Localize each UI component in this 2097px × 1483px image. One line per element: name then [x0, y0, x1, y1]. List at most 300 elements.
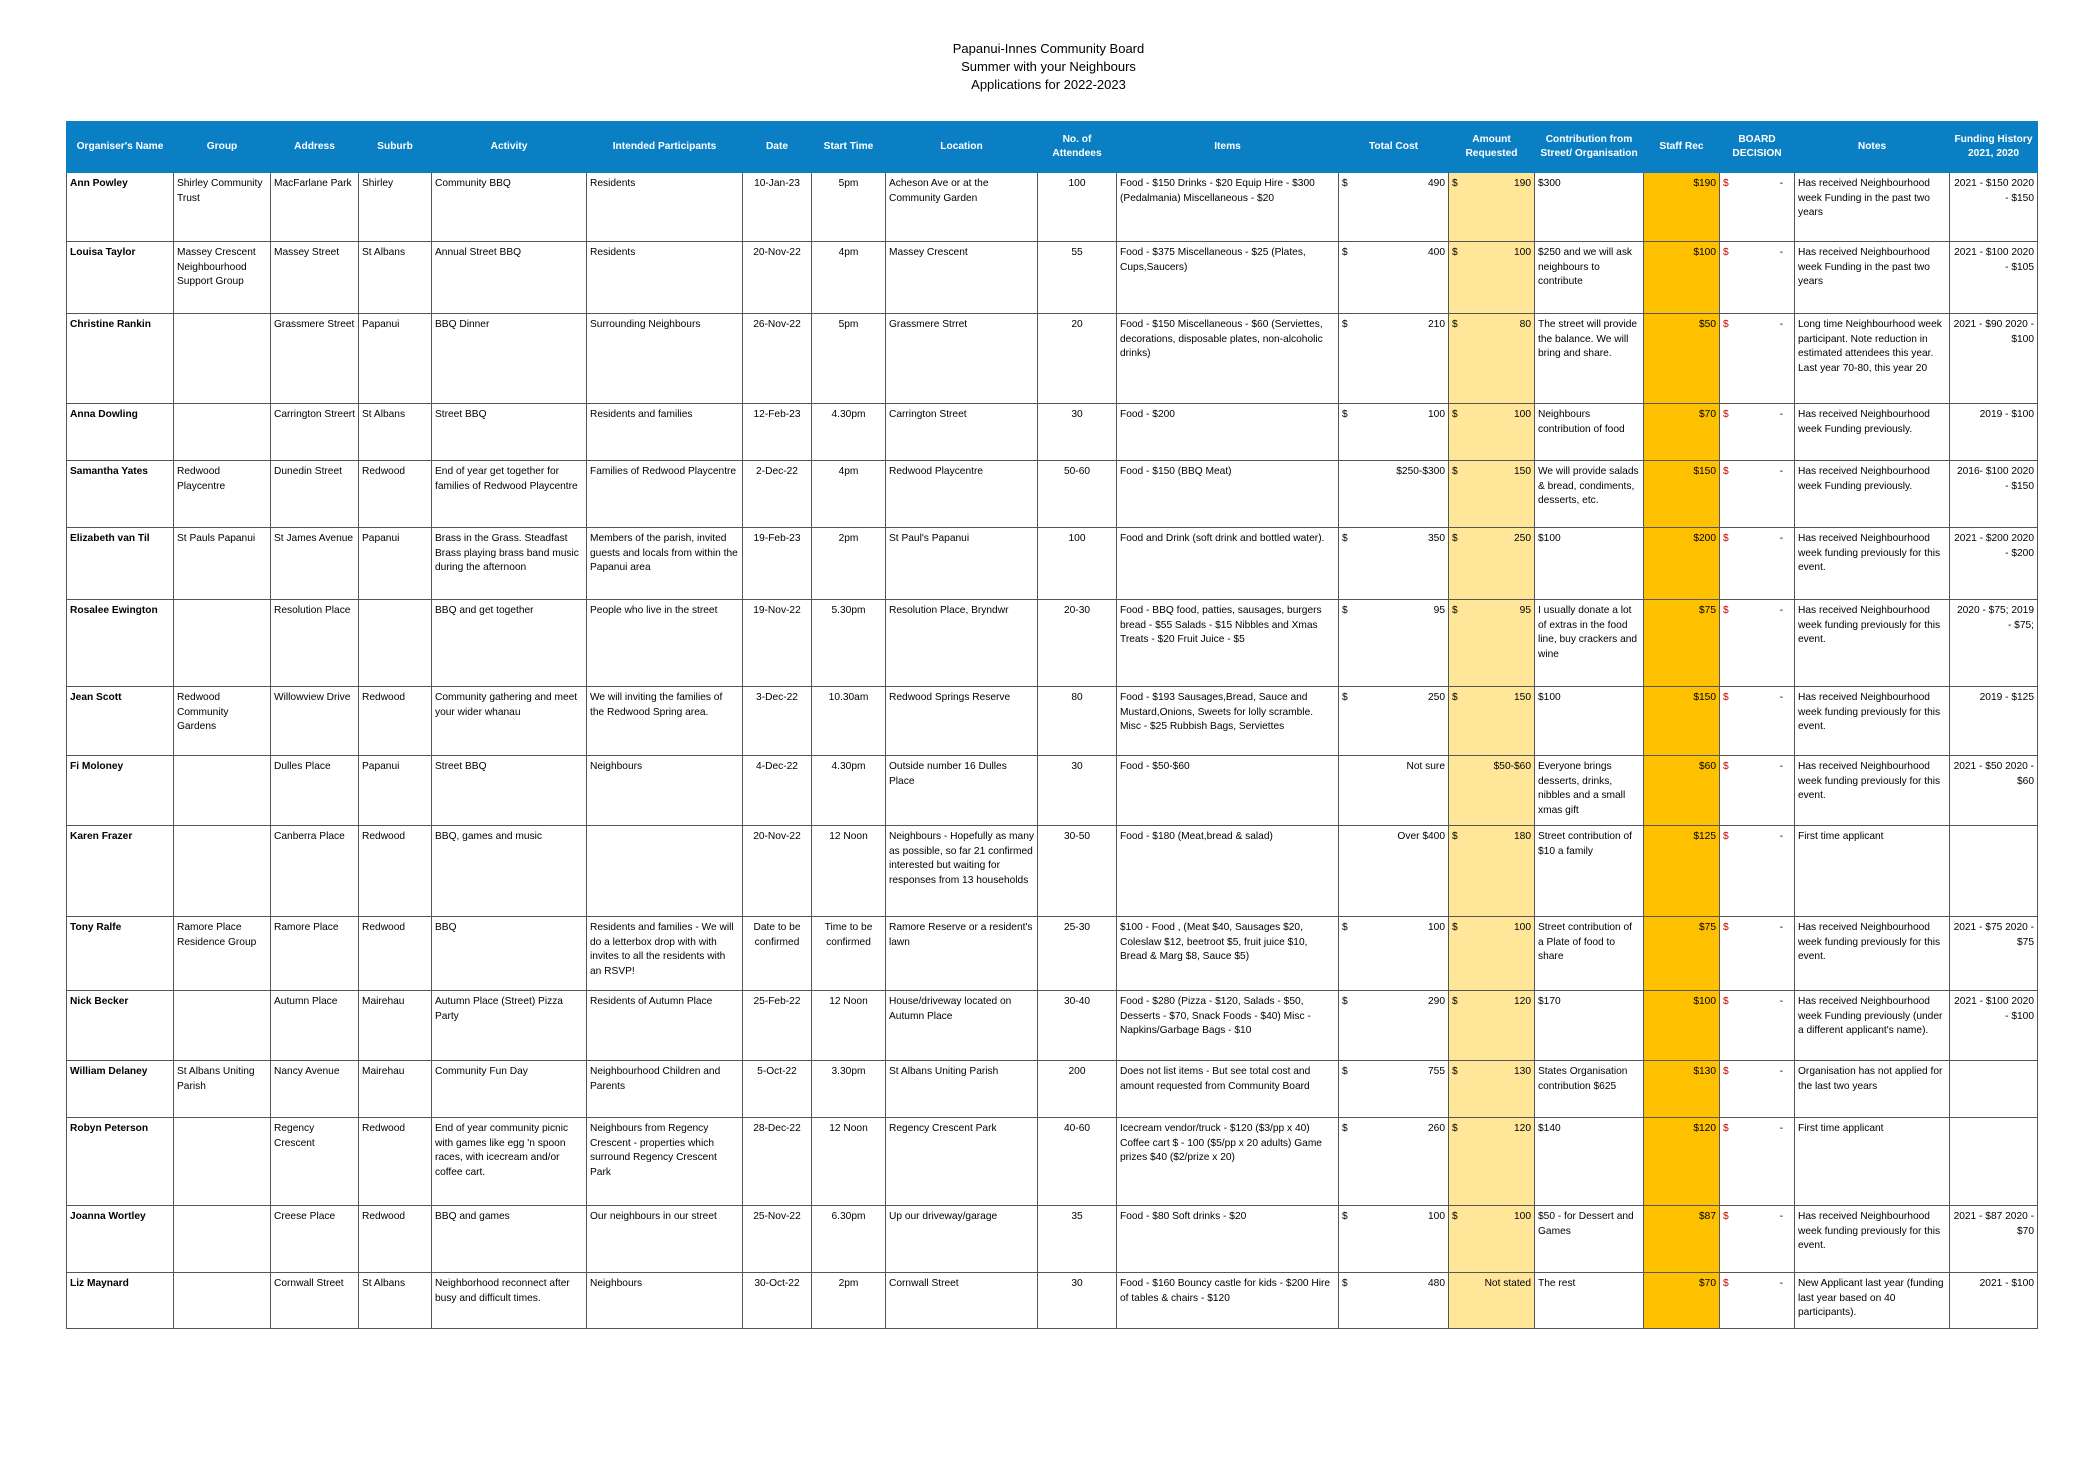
column-header: Location	[886, 122, 1038, 173]
amount-requested-value	[1452, 1122, 1531, 1137]
contribution-cell: Everyone brings desserts, drinks, nibbles and a small xmas gift	[1535, 756, 1644, 826]
total-cost-cell	[1339, 242, 1449, 314]
activity-cell: BBQ and games	[432, 1206, 587, 1273]
contribution-cell: Street contribution of a Plate of food to share	[1535, 917, 1644, 991]
activity-cell: BBQ Dinner	[432, 314, 587, 404]
currency-symbol: $	[1723, 692, 1729, 703]
total-cost-cell	[1339, 600, 1449, 687]
organiser-name-cell: Liz Maynard	[67, 1273, 174, 1329]
start-time-cell: Time to be confirmed	[812, 917, 886, 991]
amount-requested-cell	[1449, 1206, 1535, 1273]
total-cost-amount: 290	[1428, 996, 1445, 1007]
total-cost-amount: Not sure	[1406, 761, 1445, 772]
date-cell: 25-Nov-22	[743, 1206, 812, 1273]
location-cell: House/driveway located on Autumn Place	[886, 991, 1038, 1061]
amount-requested-value	[1452, 177, 1531, 192]
currency-symbol: $	[1342, 922, 1348, 933]
contribution-cell: $50 - for Dessert and Games	[1535, 1206, 1644, 1273]
participants-cell: Residents and families - We will do a letterbox drop with with invites to all the residents with an RSVP!	[587, 917, 743, 991]
amount-requested-value	[1452, 1210, 1531, 1225]
location-cell: Carrington Street	[886, 404, 1038, 461]
currency-symbol: $	[1342, 319, 1348, 330]
location-cell: Massey Crescent	[886, 242, 1038, 314]
location-cell: St Paul's Papanui	[886, 528, 1038, 600]
address-cell: Massey Street	[271, 242, 359, 314]
suburb-cell: Papanui	[359, 528, 432, 600]
amount-requested-cell	[1449, 242, 1535, 314]
suburb-cell: Redwood	[359, 826, 432, 917]
total-cost-value	[1342, 408, 1445, 423]
address-cell: Dulles Place	[271, 756, 359, 826]
board-decision-cell	[1720, 528, 1795, 600]
board-decision-amount: -	[1779, 466, 1783, 477]
currency-symbol: $	[1452, 409, 1458, 420]
funding-history-cell: 2020 - $75; 2019 - $75;	[1950, 600, 2038, 687]
amount-requested-cell	[1449, 1118, 1535, 1206]
total-cost-amount: $250-$300	[1396, 466, 1445, 477]
staff-rec-cell: $60	[1644, 756, 1720, 826]
attendees-cell: 30	[1038, 1273, 1117, 1329]
amount-requested-value	[1452, 246, 1531, 261]
date-cell: 20-Nov-22	[743, 826, 812, 917]
currency-symbol: $	[1342, 996, 1348, 1007]
staff-rec-cell: $125	[1644, 826, 1720, 917]
staff-rec-cell: $87	[1644, 1206, 1720, 1273]
start-time-cell: 4.30pm	[812, 404, 886, 461]
staff-rec-cell: $70	[1644, 404, 1720, 461]
currency-symbol: $	[1342, 1066, 1348, 1077]
contribution-cell: The rest	[1535, 1273, 1644, 1329]
group-cell: Redwood Community Gardens	[174, 687, 271, 756]
participants-cell: Residents of Autumn Place	[587, 991, 743, 1061]
activity-cell: BBQ, games and music	[432, 826, 587, 917]
board-decision-cell	[1720, 1118, 1795, 1206]
attendees-cell: 20	[1038, 314, 1117, 404]
currency-symbol: $	[1452, 692, 1458, 703]
amount-requested-cell	[1449, 461, 1535, 528]
participants-cell: Families of Redwood Playcentre	[587, 461, 743, 528]
staff-rec-cell: $75	[1644, 600, 1720, 687]
board-decision-value	[1723, 1122, 1791, 1137]
currency-symbol: $	[1723, 1278, 1729, 1289]
notes-cell: Organisation has not applied for the last two years	[1795, 1061, 1950, 1118]
group-cell: Shirley Community Trust	[174, 173, 271, 242]
currency-symbol: $	[1342, 605, 1348, 616]
contribution-cell: Neighbours contribution of food	[1535, 404, 1644, 461]
amount-requested-amount: 180	[1514, 831, 1531, 842]
notes-cell: First time applicant	[1795, 1118, 1950, 1206]
board-decision-amount: -	[1779, 761, 1783, 772]
funding-history-cell: 2021 - $50 2020 - $60	[1950, 756, 2038, 826]
currency-symbol: $	[1723, 409, 1729, 420]
total-cost-amount: 250	[1428, 692, 1445, 703]
total-cost-amount: 100	[1428, 409, 1445, 420]
board-decision-amount: -	[1779, 831, 1783, 842]
column-header: No. of Attendees	[1038, 122, 1117, 173]
table-row	[67, 173, 2038, 242]
contribution-cell: $100	[1535, 528, 1644, 600]
currency-symbol: $	[1452, 922, 1458, 933]
date-cell: 5-Oct-22	[743, 1061, 812, 1118]
address-cell: Canberra Place	[271, 826, 359, 917]
participants-cell	[587, 826, 743, 917]
board-decision-value	[1723, 760, 1791, 775]
address-cell: Regency Crescent	[271, 1118, 359, 1206]
amount-requested-amount: 100	[1514, 247, 1531, 258]
total-cost-value	[1342, 1277, 1445, 1292]
address-cell: Nancy Avenue	[271, 1061, 359, 1118]
column-header: Staff Rec	[1644, 122, 1720, 173]
group-cell	[174, 826, 271, 917]
board-decision-value	[1723, 830, 1791, 845]
total-cost-cell	[1339, 1273, 1449, 1329]
table-row	[67, 991, 2038, 1061]
notes-cell: Has received Neighbourhood week funding previously for this event.	[1795, 528, 1950, 600]
board-decision-value	[1723, 1065, 1791, 1080]
column-header: Date	[743, 122, 812, 173]
funding-history-cell	[1950, 1061, 2038, 1118]
board-decision-value	[1723, 921, 1791, 936]
board-decision-cell	[1720, 826, 1795, 917]
attendees-cell: 40-60	[1038, 1118, 1117, 1206]
currency-symbol: $	[1723, 247, 1729, 258]
column-header: Intended Participants	[587, 122, 743, 173]
attendees-cell: 100	[1038, 528, 1117, 600]
board-decision-cell	[1720, 314, 1795, 404]
location-cell: Redwood Playcentre	[886, 461, 1038, 528]
amount-requested-amount: 120	[1514, 1123, 1531, 1134]
group-cell	[174, 1206, 271, 1273]
funding-history-cell	[1950, 826, 2038, 917]
suburb-cell: St Albans	[359, 1273, 432, 1329]
activity-cell: Autumn Place (Street) Pizza Party	[432, 991, 587, 1061]
amount-requested-amount: 100	[1514, 409, 1531, 420]
funding-history-cell: 2021 - $87 2020 - $70	[1950, 1206, 2038, 1273]
start-time-cell: 12 Noon	[812, 1118, 886, 1206]
table-row	[67, 1061, 2038, 1118]
total-cost-amount: 100	[1428, 1211, 1445, 1222]
table-row	[67, 528, 2038, 600]
attendees-cell: 30-50	[1038, 826, 1117, 917]
board-decision-amount: -	[1779, 1123, 1783, 1134]
staff-rec-cell: $100	[1644, 242, 1720, 314]
start-time-cell: 5pm	[812, 314, 886, 404]
date-cell: 10-Jan-23	[743, 173, 812, 242]
amount-requested-amount: 150	[1514, 692, 1531, 703]
total-cost-cell	[1339, 461, 1449, 528]
location-cell: Redwood Springs Reserve	[886, 687, 1038, 756]
currency-symbol: $	[1723, 761, 1729, 772]
staff-rec-cell: $120	[1644, 1118, 1720, 1206]
amount-requested-cell	[1449, 826, 1535, 917]
total-cost-amount: Over $400	[1397, 831, 1445, 842]
participants-cell: Our neighbours in our street	[587, 1206, 743, 1273]
currency-symbol: $	[1723, 1066, 1729, 1077]
date-cell: 19-Feb-23	[743, 528, 812, 600]
board-decision-amount: -	[1779, 1211, 1783, 1222]
address-cell: Autumn Place	[271, 991, 359, 1061]
organiser-name-cell: Elizabeth van Til	[67, 528, 174, 600]
address-cell: Carrington Streert	[271, 404, 359, 461]
participants-cell: Residents	[587, 173, 743, 242]
table-body	[67, 173, 2038, 1329]
location-cell: Ramore Reserve or a resident's lawn	[886, 917, 1038, 991]
total-cost-amount: 480	[1428, 1278, 1445, 1289]
date-cell: 3-Dec-22	[743, 687, 812, 756]
table-row	[67, 461, 2038, 528]
start-time-cell: 4.30pm	[812, 756, 886, 826]
column-header: Group	[174, 122, 271, 173]
currency-symbol: $	[1452, 178, 1458, 189]
group-cell	[174, 314, 271, 404]
total-cost-value	[1342, 318, 1445, 333]
table-row	[67, 826, 2038, 917]
amount-requested-value	[1452, 318, 1531, 333]
amount-requested-value	[1452, 921, 1531, 936]
staff-rec-cell: $150	[1644, 687, 1720, 756]
board-decision-cell	[1720, 687, 1795, 756]
report-title	[0, 40, 2097, 94]
date-cell: 19-Nov-22	[743, 600, 812, 687]
participants-cell: Neighbours	[587, 756, 743, 826]
funding-history-cell: 2021 - $100	[1950, 1273, 2038, 1329]
funding-history-cell: 2019 - $100	[1950, 404, 2038, 461]
participants-cell: People who live in the street	[587, 600, 743, 687]
board-decision-amount: -	[1779, 1066, 1783, 1077]
board-decision-amount: -	[1779, 319, 1783, 330]
amount-requested-value	[1452, 995, 1531, 1010]
date-cell: 20-Nov-22	[743, 242, 812, 314]
currency-symbol: $	[1723, 466, 1729, 477]
total-cost-value	[1342, 921, 1445, 936]
total-cost-cell	[1339, 1061, 1449, 1118]
organiser-name-cell: Robyn Peterson	[67, 1118, 174, 1206]
notes-cell: Has received Neighbourhood week funding previously for this event.	[1795, 917, 1950, 991]
suburb-cell: St Albans	[359, 242, 432, 314]
group-cell: St Albans Uniting Parish	[174, 1061, 271, 1118]
currency-symbol: $	[1342, 533, 1348, 544]
total-cost-cell	[1339, 826, 1449, 917]
total-cost-cell	[1339, 687, 1449, 756]
board-decision-value	[1723, 1210, 1791, 1225]
date-cell: 28-Dec-22	[743, 1118, 812, 1206]
total-cost-value	[1342, 691, 1445, 706]
activity-cell: Annual Street BBQ	[432, 242, 587, 314]
start-time-cell: 5pm	[812, 173, 886, 242]
total-cost-amount: 100	[1428, 922, 1445, 933]
currency-symbol: $	[1452, 996, 1458, 1007]
total-cost-value	[1342, 177, 1445, 192]
group-cell	[174, 991, 271, 1061]
board-decision-amount: -	[1779, 409, 1783, 420]
amount-requested-cell	[1449, 917, 1535, 991]
amount-requested-cell	[1449, 528, 1535, 600]
activity-cell: Neighborhood reconnect after busy and difficult times.	[432, 1273, 587, 1329]
board-decision-cell	[1720, 404, 1795, 461]
table-row	[67, 1118, 2038, 1206]
total-cost-amount: 260	[1428, 1123, 1445, 1134]
notes-cell: Long time Neighbourhood week participant. Note reduction in estimated attendees this year. Last year 70-80, this year 20	[1795, 314, 1950, 404]
board-decision-value	[1723, 408, 1791, 423]
column-header: Amount Requested	[1449, 122, 1535, 173]
board-decision-cell	[1720, 991, 1795, 1061]
organiser-name-cell: Tony Ralfe	[67, 917, 174, 991]
applications-table	[66, 121, 2038, 1329]
total-cost-cell	[1339, 1118, 1449, 1206]
organiser-name-cell: Ann Powley	[67, 173, 174, 242]
board-decision-value	[1723, 177, 1791, 192]
attendees-cell: 25-30	[1038, 917, 1117, 991]
staff-rec-cell: $130	[1644, 1061, 1720, 1118]
suburb-cell: Mairehau	[359, 991, 432, 1061]
column-header: Items	[1117, 122, 1339, 173]
total-cost-amount: 350	[1428, 533, 1445, 544]
amount-requested-cell	[1449, 1273, 1535, 1329]
address-cell: Ramore Place	[271, 917, 359, 991]
group-cell	[174, 1273, 271, 1329]
location-cell: Acheson Ave or at the Community Garden	[886, 173, 1038, 242]
contribution-cell: $300	[1535, 173, 1644, 242]
board-decision-value	[1723, 318, 1791, 333]
contribution-cell: $250 and we will ask neighbours to contribute	[1535, 242, 1644, 314]
title-line-3: Applications for 2022-2023	[971, 77, 1126, 92]
table-row	[67, 917, 2038, 991]
address-cell: Resolution Place	[271, 600, 359, 687]
start-time-cell: 5.30pm	[812, 600, 886, 687]
items-cell: Food and Drink (soft drink and bottled water).	[1117, 528, 1339, 600]
amount-requested-value	[1452, 830, 1531, 845]
table-row	[67, 1206, 2038, 1273]
organiser-name-cell: Louisa Taylor	[67, 242, 174, 314]
currency-symbol: $	[1452, 319, 1458, 330]
total-cost-value	[1342, 1122, 1445, 1137]
notes-cell: Has received Neighbourhood week Funding previously.	[1795, 404, 1950, 461]
currency-symbol: $	[1723, 1211, 1729, 1222]
organiser-name-cell: Anna Dowling	[67, 404, 174, 461]
group-cell: Ramore Place Residence Group	[174, 917, 271, 991]
staff-rec-cell: $50	[1644, 314, 1720, 404]
amount-requested-cell	[1449, 600, 1535, 687]
total-cost-cell	[1339, 991, 1449, 1061]
group-cell	[174, 756, 271, 826]
board-decision-amount: -	[1779, 533, 1783, 544]
date-cell: 25-Feb-22	[743, 991, 812, 1061]
activity-cell: Street BBQ	[432, 756, 587, 826]
currency-symbol: $	[1452, 605, 1458, 616]
amount-requested-amount: 250	[1514, 533, 1531, 544]
currency-symbol: $	[1723, 605, 1729, 616]
currency-symbol: $	[1723, 319, 1729, 330]
staff-rec-cell: $75	[1644, 917, 1720, 991]
start-time-cell: 4pm	[812, 461, 886, 528]
amount-requested-cell	[1449, 687, 1535, 756]
location-cell: Grassmere Strret	[886, 314, 1038, 404]
total-cost-value	[1342, 532, 1445, 547]
amount-requested-amount: 100	[1514, 922, 1531, 933]
date-cell: 12-Feb-23	[743, 404, 812, 461]
activity-cell: BBQ and get together	[432, 600, 587, 687]
total-cost-cell	[1339, 528, 1449, 600]
attendees-cell: 30-40	[1038, 991, 1117, 1061]
board-decision-cell	[1720, 461, 1795, 528]
address-cell: Cornwall Street	[271, 1273, 359, 1329]
table-row	[67, 600, 2038, 687]
organiser-name-cell: William Delaney	[67, 1061, 174, 1118]
location-cell: Resolution Place, Bryndwr	[886, 600, 1038, 687]
attendees-cell: 20-30	[1038, 600, 1117, 687]
date-cell: 4-Dec-22	[743, 756, 812, 826]
column-header: Start Time	[812, 122, 886, 173]
organiser-name-cell: Rosalee Ewington	[67, 600, 174, 687]
total-cost-value	[1342, 246, 1445, 261]
activity-cell: Community Fun Day	[432, 1061, 587, 1118]
board-decision-cell	[1720, 917, 1795, 991]
board-decision-cell	[1720, 756, 1795, 826]
suburb-cell: Redwood	[359, 1206, 432, 1273]
board-decision-amount: -	[1779, 922, 1783, 933]
board-decision-amount: -	[1779, 178, 1783, 189]
title-line-1: Papanui-Innes Community Board	[952, 41, 1145, 56]
items-cell: Food - $160 Bouncy castle for kids - $200 Hire of tables & chairs - $120	[1117, 1273, 1339, 1329]
location-cell: Regency Crescent Park	[886, 1118, 1038, 1206]
notes-cell: New Applicant last year (funding last year based on 40 participants).	[1795, 1273, 1950, 1329]
activity-cell: Brass in the Grass. Steadfast Brass playing brass band music during the afternoon	[432, 528, 587, 600]
address-cell: St James Avenue	[271, 528, 359, 600]
table-row	[67, 314, 2038, 404]
suburb-cell: Shirley	[359, 173, 432, 242]
board-decision-amount: -	[1779, 692, 1783, 703]
table-row	[67, 242, 2038, 314]
suburb-cell: Papanui	[359, 314, 432, 404]
activity-cell: End of year get together for families of Redwood Playcentre	[432, 461, 587, 528]
location-cell: St Albans Uniting Parish	[886, 1061, 1038, 1118]
total-cost-amount: 400	[1428, 247, 1445, 258]
start-time-cell: 3.30pm	[812, 1061, 886, 1118]
total-cost-cell	[1339, 1206, 1449, 1273]
contribution-cell: I usually donate a lot of extras in the food line, buy crackers and wine	[1535, 600, 1644, 687]
organiser-name-cell: Christine Rankin	[67, 314, 174, 404]
address-cell: Dunedin Street	[271, 461, 359, 528]
attendees-cell: 30	[1038, 756, 1117, 826]
items-cell: Food - $280 (Pizza - $120, Salads - $50, Desserts - $70, Snack Foods - $40) Misc - Napkins/Garbage Bags - $10	[1117, 991, 1339, 1061]
contribution-cell: The street will provide the balance. We will bring and share.	[1535, 314, 1644, 404]
suburb-cell	[359, 600, 432, 687]
activity-cell: Community BBQ	[432, 173, 587, 242]
suburb-cell: Mairehau	[359, 1061, 432, 1118]
participants-cell: Residents and families	[587, 404, 743, 461]
group-cell: St Pauls Papanui	[174, 528, 271, 600]
staff-rec-cell: $100	[1644, 991, 1720, 1061]
items-cell: Food - $193 Sausages,Bread, Sauce and Mustard,Onions, Sweets for lolly scramble. Misc - $25 Rubbish Bags, Serviettes	[1117, 687, 1339, 756]
items-cell: Does not list items - But see total cost and amount requested from Community Board	[1117, 1061, 1339, 1118]
funding-history-cell: 2021 - $150 2020 - $150	[1950, 173, 2038, 242]
start-time-cell: 2pm	[812, 528, 886, 600]
address-cell: Grassmere Street	[271, 314, 359, 404]
notes-cell: Has received Neighbourhood week Funding in the past two years	[1795, 242, 1950, 314]
items-cell: Icecream vendor/truck - $120 ($3/pp x 40) Coffee cart $ - 100 ($5/pp x 20 adults) Game prizes $40 ($2/prize x 20)	[1117, 1118, 1339, 1206]
participants-cell: Neighbourhood Children and Parents	[587, 1061, 743, 1118]
board-decision-cell	[1720, 600, 1795, 687]
funding-history-cell	[1950, 1118, 2038, 1206]
items-cell: Food - $150 Miscellaneous - $60 (Serviettes, decorations, disposable plates, non-alcoholic drinks)	[1117, 314, 1339, 404]
total-cost-value	[1342, 1065, 1445, 1080]
date-cell: Date to be confirmed	[743, 917, 812, 991]
board-decision-value	[1723, 465, 1791, 480]
items-cell: Food - $150 Drinks - $20 Equip Hire - $300 (Pedalmania) Miscellaneous - $20	[1117, 173, 1339, 242]
total-cost-amount: 95	[1433, 605, 1445, 616]
column-header: Contribution from Street/ Organisation	[1535, 122, 1644, 173]
notes-cell: Has received Neighbourhood week funding previously for this event.	[1795, 600, 1950, 687]
